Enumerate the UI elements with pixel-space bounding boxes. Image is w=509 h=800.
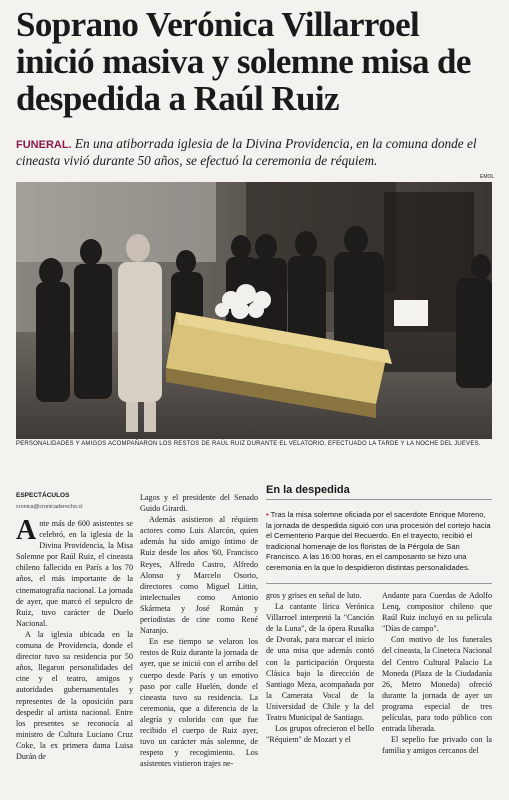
photo-credit: EMOL: [480, 174, 495, 180]
paragraph: Ante más de 600 asistentes se celebró, en la iglesia de la Divina Providencia, la Misa Solemne por Raúl Ruiz, el cineasta chileno fallecido en París a los 70 años, el más importante de la cinematografía nacional. La jornada de ayer, que marcó el sepulcro de Ruiz, tuvo carácter de Duelo Nacional.: [16, 515, 133, 628]
headline: Soprano Verónica Villarroel inició masiva y solemne misa de despedida a Raúl Ruiz: [16, 5, 471, 118]
section-label: ESPECTÁCULOS: [16, 492, 70, 499]
photo-caption: PERSONALIDADES Y AMIGOS ACOMPAÑARON LOS RESTOS DE RAÚL RUIZ DURANTE EL VELATORIO, EFECTUADO LA TARDE Y LA NOCHE DEL JUEVES.: [16, 441, 481, 447]
paragraph: En ese tiempo se velaron los restos de Ruiz durante la jornada de ayer, que se inició con el arribo del cuerpo desde París y un emotivo paso por calle Huelén, donde el cineasta tuvo su residencia. La ceremonia, que a diferencia de la alegría y colorido con que fue recibido el cuerpo de Ruiz ayer, tuvo un carácter más solemne, de respeto y recogimiento. Los asistentes vistieron trajes ne-: [140, 637, 258, 769]
sidebar-title: En la despedida: [266, 484, 492, 500]
paragraph: Lagos y el presidente del Senado Guido Girardi.: [140, 493, 258, 514]
paragraph: Con motivo de los funerales del cineasta, la Cineteca Nacional del Centro Cultural Palacio La Moneda (Plaza de la Ciudadanía 26, Metro Moneda) ofreció durante la jornada de ayer un programa especial de tres películas, para todo público con entrada liberada.: [382, 635, 492, 734]
bullet-icon: •: [266, 510, 269, 519]
paragraph: Además asistieron al réquiem actores como Luis Alarcón, quien además ha sido amigo íntimo de Ruiz desde los años '60, Francisco Reyes, Alfredo Castro, Alfredo Alonso y Marcelo Osorio, directores como Miguel Littin, intelectuales como Antonio Skármeta y José Román y periodistas de cine como René Naranjo.: [140, 515, 258, 636]
paragraph: A la iglesia ubicada en la comuna de Providencia, donde el director tuvo su residencia por 50 años, llegaron personalidades del cine y el teatro, amigos y autoridades gubernamentales y representes de la oposición para despedir al artista nacional. Entre los presentes se reconocía al ministro de Cultura Luciano Cruz Coke, la ex primera dama Luisa Durán de: [16, 629, 133, 761]
paragraph: Andante para Cuerdas de Adolfo Lenq, compositor chileno que Raúl Ruiz incluyó en su película "Días de campo".: [382, 591, 492, 634]
paragraph: gros y grises en señal de luto.: [266, 591, 362, 600]
lead-text: En una atiborrada iglesia de la Divina Providencia, en la comuna donde el cineasta vivió durante 50 años, se efectuó la ceremonia de réquiem.: [16, 136, 477, 168]
funeral-photo: [16, 182, 492, 439]
paragraph: Los grupos ofrecieron el bello "Réquiem" de Mozart y el: [266, 724, 374, 745]
lead-paragraph: [16, 136, 492, 169]
divider: [266, 583, 492, 584]
article-column-1: [16, 515, 133, 762]
lead-kicker: FUNERAL.: [16, 139, 72, 151]
paragraph: El sepelio fue privado con la familia y amigos cercanos del: [382, 735, 492, 756]
article-column-4: [382, 590, 492, 756]
drop-cap: A: [16, 515, 37, 546]
article-column-3: [266, 590, 374, 745]
sidebar-text: • Tras la misa solemne oficiada por el sacerdote Enrique Moreno, la jornada de despedida siguió con una procesión del cortejo hacia el Cementerio Parque del Recuerdo. En el trayecto, recibió el tradicional homenaje de los floristas de la Pérgola de San Francisco. A las 16:00 horas, en el camposanto se hizo una ceremonia en la que lo despidieron distintas personalidades.: [266, 510, 491, 572]
paragraph: La cantante lírica Verónica Villarroel interpretó la "Canción de la Luna", de la ópera Rusalka de Dvorak, para marcar el inicio de una misa que además contó con la participación Orquesta Clásica bajo la dirección de Santiago Meza, acompañada por la Camerata Vocal de la Universidad de Chile y la del Teatro Municipal de Santiago.: [266, 602, 374, 723]
article-column-2: [140, 492, 258, 769]
byline-email: cronica@cronicaderecho.cl: [16, 504, 83, 510]
